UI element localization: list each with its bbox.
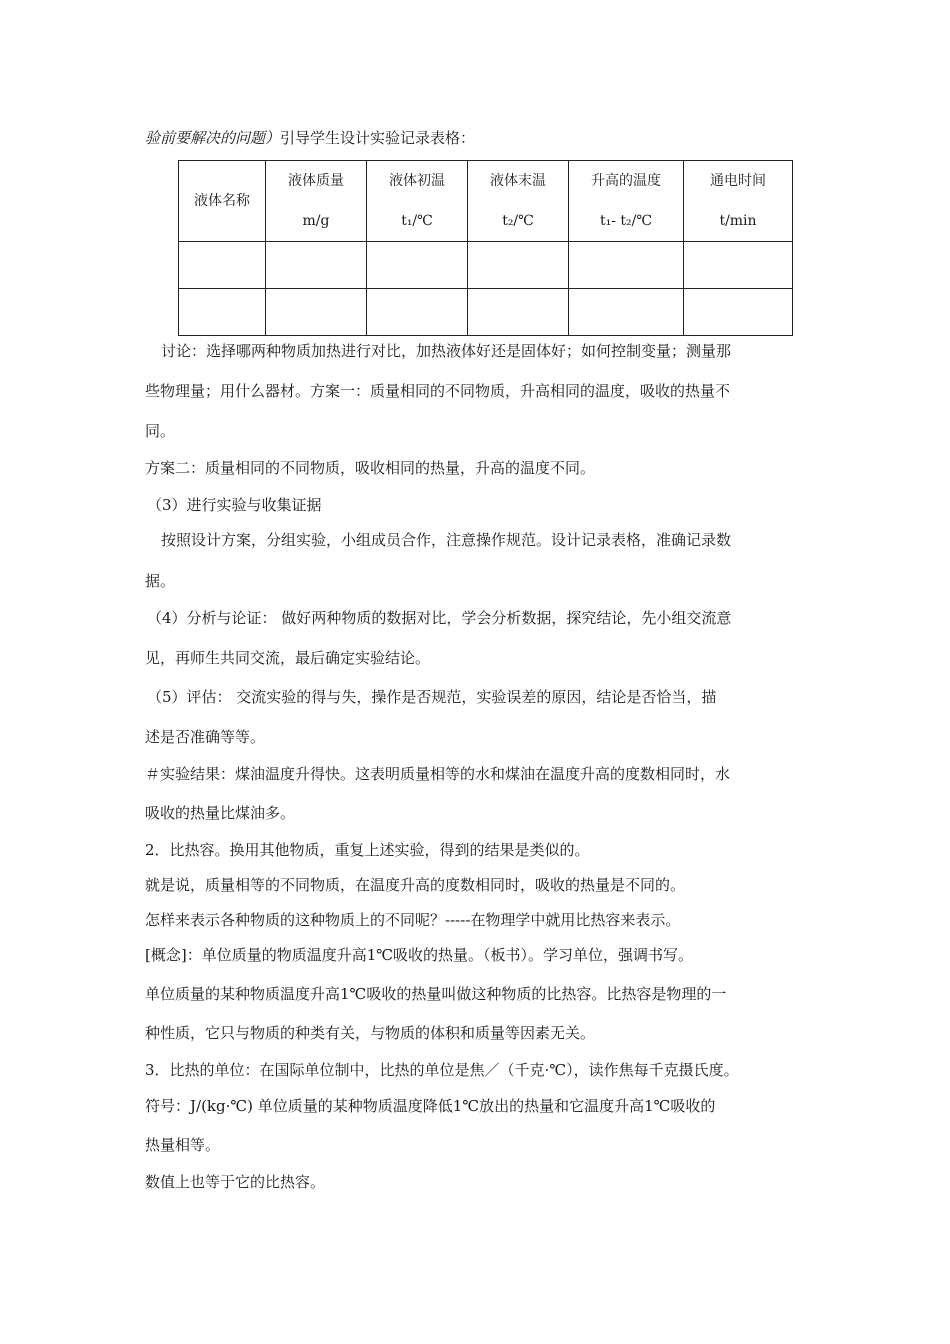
header-cell-final-temp: 液体末温 t₂/℃ — [468, 161, 569, 242]
discussion-line-1: 讨论：选择哪两种物质加热进行对比，加热液体好还是固体好；如何控制变量；测量那 — [161, 342, 732, 360]
step-4-line-2: 见，再师生共同交流，最后确定实验结论。 — [145, 649, 431, 667]
table-cell — [468, 242, 569, 289]
step-3-line-2: 据。 — [145, 572, 176, 590]
step-5-line-2: 述是否准确等等。 — [145, 728, 266, 746]
symbol-line-2: 热量相等。 — [145, 1136, 221, 1154]
table-cell — [684, 242, 793, 289]
result-line-2: 吸收的热量比煤油多。 — [145, 804, 296, 822]
table-cell — [367, 242, 468, 289]
table-cell — [569, 242, 684, 289]
table-header-row — [179, 161, 793, 242]
result-line-1: ＃实验结果：煤油温度升得快。这表明质量相等的水和煤油在温度升高的度数相同时，水 — [145, 765, 731, 783]
table-row — [179, 289, 793, 336]
table-cell — [179, 242, 266, 289]
closing-line: 数值上也等于它的比热容。 — [145, 1173, 326, 1191]
table-cell — [266, 289, 367, 336]
table-cell — [266, 242, 367, 289]
table-cell — [468, 289, 569, 336]
step-5-line-1: （5）评估： 交流实验的得与失，操作是否规范，实验误差的原因，结论是否恰当，描 — [147, 688, 717, 706]
table-cell — [569, 289, 684, 336]
table-cell — [684, 289, 793, 336]
intro-text: 引导学生设计实验记录表格： — [280, 129, 476, 147]
table-cell — [179, 289, 266, 336]
record-table — [178, 160, 793, 336]
header-cell-temp-rise: 升高的温度 t₁- t₂/℃ — [569, 161, 684, 242]
table-cell — [367, 289, 468, 336]
header-cell-initial-temp: 液体初温 t₁/℃ — [367, 161, 468, 242]
intro-emphasis: 验前要解决的问题） — [145, 129, 281, 147]
specific-heat-line: 2．比热容。换用其他物质，重复上述实验，得到的结果是类似的。 — [145, 841, 590, 859]
table-row — [179, 242, 793, 289]
unit-line: 3．比热的单位：在国际单位制中，比热的单位是焦／（千克·℃），读作焦每千克摄氏度。 — [145, 1061, 739, 1079]
plan-two-line: 方案二：质量相同的不同物质，吸收相同的热量，升高的温度不同。 — [145, 459, 596, 477]
definition-line-2: 种性质，它只与物质的种类有关，与物质的体积和质量等因素无关。 — [145, 1024, 596, 1042]
definition-line-1: 单位质量的某种物质温度升高1℃吸收的热量叫做这种物质的比热容。比热容是物理的一 — [145, 985, 727, 1003]
intro-line — [145, 128, 475, 148]
step-4-line-1: （4）分析与论证： 做好两种物质的数据对比，学会分析数据，探究结论，先小组交流意 — [147, 609, 732, 627]
discussion-line-2: 些物理量；用什么器材。方案一：质量相同的不同物质，升高相同的温度，吸收的热量不 — [145, 382, 731, 400]
symbol-line-1: 符号：J/(kg·℃) 单位质量的某种物质温度降低1℃放出的热量和它温度升高1℃吸收的 — [145, 1097, 716, 1115]
meaning-line: 就是说，质量相等的不同物质，在温度升高的度数相同时，吸收的热量是不同的。 — [145, 876, 686, 894]
question-line: 怎样来表示各种物质的这种物质上的不同呢？-----在物理学中就用比热容来表示。 — [145, 911, 681, 929]
header-cell-liquid-name: 液体名称 — [179, 161, 266, 242]
concept-line: [概念]：单位质量的物质温度升高1℃吸收的热量。（板书）。学习单位，强调书写。 — [145, 946, 694, 964]
step-3-line-1: 按照设计方案，分组实验，小组成员合作，注意操作规范。设计记录表格，准确记录数 — [161, 531, 732, 549]
discussion-line-3: 同。 — [145, 422, 176, 440]
header-cell-mass: 液体质量 m/g — [266, 161, 367, 242]
header-cell-heating-time: 通电时间 t/min — [684, 161, 793, 242]
step-3-heading: （3）进行实验与收集证据 — [147, 496, 322, 514]
